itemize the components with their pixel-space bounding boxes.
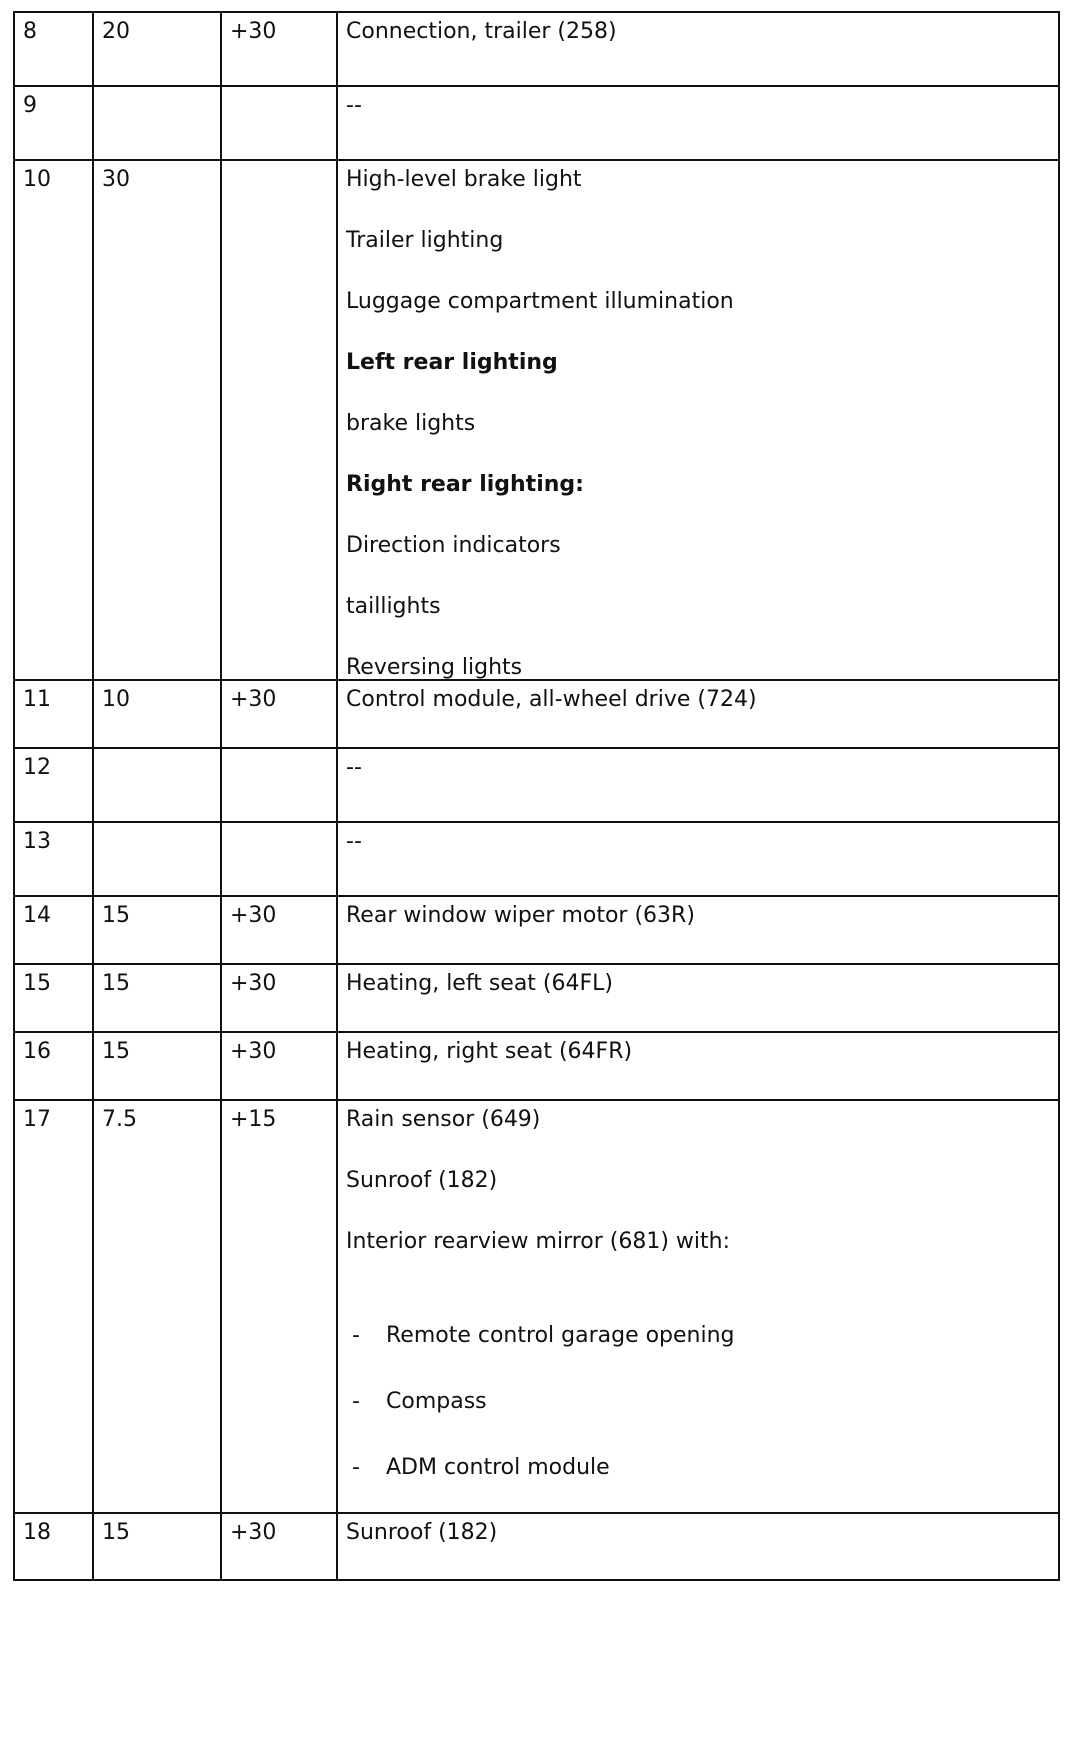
amperage-text <box>102 749 212 757</box>
description-text: Trailer lighting <box>346 228 504 253</box>
description-text: -- <box>346 755 362 780</box>
table-row <box>14 86 1059 160</box>
terminal-cell <box>221 1100 337 1513</box>
description-line <box>346 596 1050 618</box>
fuse-number-text: 14 <box>23 903 51 928</box>
description-line <box>346 474 1050 496</box>
table-row <box>14 748 1059 822</box>
amperage-cell <box>93 896 221 964</box>
fuse-number-text: 13 <box>23 829 51 854</box>
amperage-text: 10 <box>102 687 130 712</box>
description-text: Interior rearview mirror (681) with: <box>346 1229 731 1254</box>
fuse-number-cell <box>14 680 93 748</box>
description-line <box>346 230 1050 252</box>
amperage-text <box>102 87 212 95</box>
description-text: Luggage compartment illumination <box>346 289 734 314</box>
description-line <box>346 757 1050 779</box>
description-line <box>346 689 1050 711</box>
description-text: Rear window wiper motor (63R) <box>346 903 695 928</box>
fuse-number-cell <box>14 12 93 86</box>
fuse-table <box>13 11 1060 1581</box>
description-text: Right rear lighting: <box>346 472 584 497</box>
dash-bullet: - <box>352 1455 360 1480</box>
description-line <box>346 95 1050 117</box>
amperage-cell <box>93 822 221 896</box>
description-line <box>346 21 1050 43</box>
amperage-cell <box>93 748 221 822</box>
fuse-number-text: 12 <box>23 755 51 780</box>
table-row <box>14 822 1059 896</box>
terminal-text: +30 <box>230 19 277 44</box>
terminal-text: +30 <box>230 1039 277 1064</box>
amperage-text: 15 <box>102 1039 130 1064</box>
amperage-text: 7.5 <box>102 1107 137 1132</box>
description-cell <box>337 896 1059 964</box>
terminal-text: +15 <box>230 1107 277 1132</box>
description-text: Heating, right seat (64FR) <box>346 1039 633 1064</box>
table-row <box>14 1513 1059 1580</box>
description-text: -- <box>346 93 362 118</box>
amperage-text: 20 <box>102 19 130 44</box>
description-text: -- <box>346 829 362 854</box>
table-row <box>14 160 1059 680</box>
description-line <box>346 831 1050 853</box>
description-cell <box>337 680 1059 748</box>
description-text: Connection, trailer (258) <box>346 19 617 44</box>
table-row <box>14 964 1059 1032</box>
terminal-text <box>230 749 328 757</box>
description-cell <box>337 964 1059 1032</box>
terminal-cell <box>221 964 337 1032</box>
terminal-text: +30 <box>230 687 277 712</box>
table-row <box>14 12 1059 86</box>
fuse-number-text: 11 <box>23 687 51 712</box>
fuse-number-cell <box>14 748 93 822</box>
fuse-number-cell <box>14 160 93 680</box>
amperage-cell <box>93 680 221 748</box>
description-line <box>346 973 1050 995</box>
amperage-cell <box>93 964 221 1032</box>
description-text: taillights <box>346 594 441 619</box>
amperage-cell <box>93 1513 221 1580</box>
fuse-number-cell <box>14 1032 93 1100</box>
terminal-text: +30 <box>230 971 277 996</box>
fuse-table-body <box>14 12 1059 1580</box>
amperage-text: 15 <box>102 1520 130 1545</box>
amperage-text: 15 <box>102 903 130 928</box>
fuse-number-text: 17 <box>23 1107 51 1132</box>
description-line <box>346 657 1050 679</box>
amperage-cell <box>93 12 221 86</box>
description-line <box>346 1231 1050 1253</box>
amperage-cell <box>93 1100 221 1513</box>
description-line <box>346 1170 1050 1192</box>
terminal-text: +30 <box>230 903 277 928</box>
fuse-number-cell <box>14 1513 93 1580</box>
amperage-cell <box>93 160 221 680</box>
fuse-number-text: 16 <box>23 1039 51 1064</box>
table-row <box>14 680 1059 748</box>
description-cell <box>337 822 1059 896</box>
dash-bullet: - <box>352 1323 360 1348</box>
fuse-number-cell <box>14 86 93 160</box>
description-cell <box>337 748 1059 822</box>
description-cell <box>337 1032 1059 1100</box>
description-line <box>346 905 1050 927</box>
amperage-text: 30 <box>102 167 130 192</box>
description-line <box>346 535 1050 557</box>
description-text: ADM control module <box>386 1455 610 1480</box>
terminal-text <box>230 823 328 831</box>
amperage-text: 15 <box>102 971 130 996</box>
description-text: Sunroof (182) <box>346 1168 498 1193</box>
sub-list-item <box>346 1457 1050 1479</box>
description-text: Compass <box>386 1389 487 1414</box>
description-line <box>346 169 1050 191</box>
description-line <box>346 1041 1050 1063</box>
terminal-cell <box>221 86 337 160</box>
fuse-number-cell <box>14 896 93 964</box>
terminal-cell <box>221 160 337 680</box>
amperage-text <box>102 823 212 831</box>
description-text: Control module, all-wheel drive (724) <box>346 687 757 712</box>
sub-list-item <box>346 1325 1050 1347</box>
description-line <box>346 413 1050 435</box>
description-text: Rain sensor (649) <box>346 1107 541 1132</box>
fuse-number-cell <box>14 964 93 1032</box>
description-cell <box>337 86 1059 160</box>
description-line <box>346 1109 1050 1131</box>
description-text: Left rear lighting <box>346 350 558 375</box>
description-text: Reversing lights <box>346 655 523 680</box>
description-line <box>346 1522 1050 1544</box>
description-text: Remote control garage opening <box>386 1323 735 1348</box>
description-cell <box>337 160 1059 680</box>
sub-list-item <box>346 1391 1050 1413</box>
amperage-cell <box>93 86 221 160</box>
description-line <box>346 352 1050 374</box>
terminal-cell <box>221 1032 337 1100</box>
description-line <box>346 291 1050 313</box>
fuse-number-cell <box>14 822 93 896</box>
table-row <box>14 1032 1059 1100</box>
description-text: brake lights <box>346 411 476 436</box>
terminal-text: +30 <box>230 1520 277 1545</box>
dash-bullet: - <box>352 1389 360 1414</box>
description-text: High-level brake light <box>346 167 582 192</box>
table-row <box>14 896 1059 964</box>
description-text: Heating, left seat (64FL) <box>346 971 613 996</box>
terminal-cell <box>221 896 337 964</box>
description-cell <box>337 12 1059 86</box>
terminal-cell <box>221 822 337 896</box>
table-row <box>14 1100 1059 1513</box>
description-cell <box>337 1513 1059 1580</box>
terminal-cell <box>221 1513 337 1580</box>
fuse-number-text: 18 <box>23 1520 51 1545</box>
fuse-number-cell <box>14 1100 93 1513</box>
fuse-number-text: 9 <box>23 93 37 118</box>
fuse-number-text: 8 <box>23 19 37 44</box>
description-cell <box>337 1100 1059 1513</box>
description-text: Direction indicators <box>346 533 561 558</box>
fuse-number-text: 10 <box>23 167 51 192</box>
terminal-cell <box>221 748 337 822</box>
terminal-text <box>230 87 328 95</box>
terminal-cell <box>221 680 337 748</box>
fuse-number-text: 15 <box>23 971 51 996</box>
terminal-cell <box>221 12 337 86</box>
amperage-cell <box>93 1032 221 1100</box>
description-text: Sunroof (182) <box>346 1520 498 1545</box>
terminal-text <box>230 161 328 169</box>
